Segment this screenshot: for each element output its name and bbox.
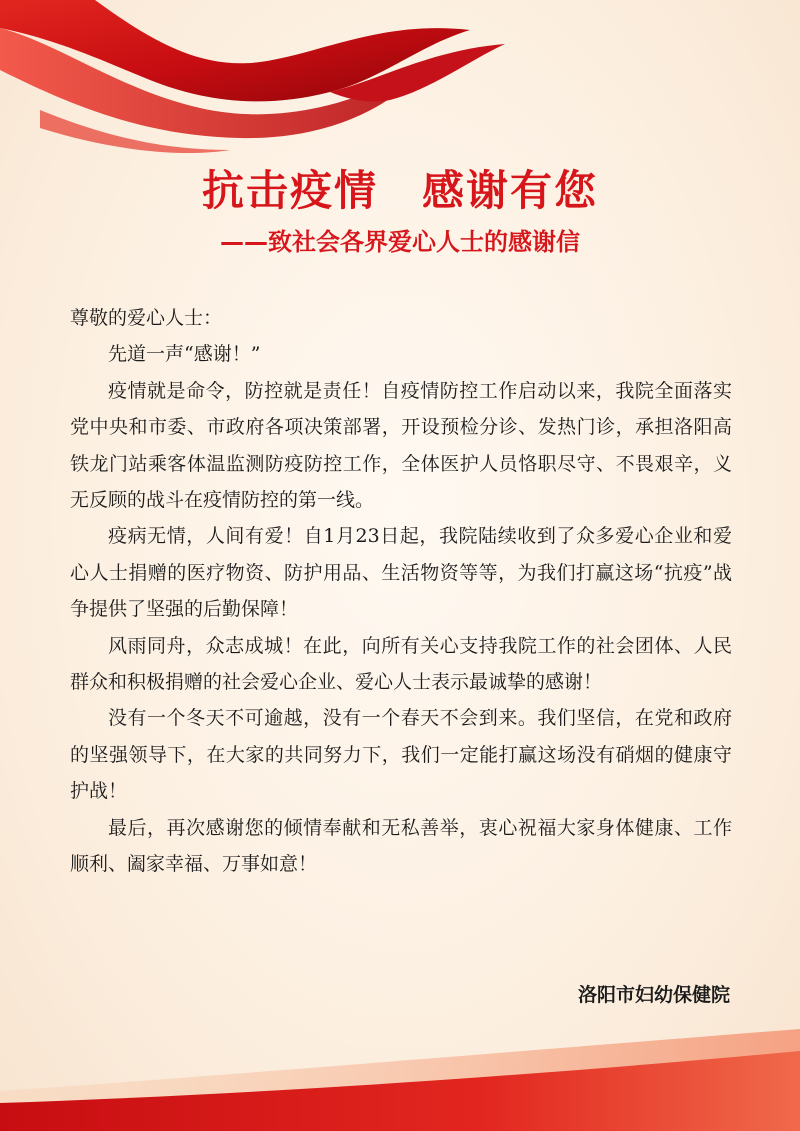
paragraph-confidence: 没有一个冬天不可逾越，没有一个春天不会到来。我们坚信，在党和政府的坚强领导下，在大家的共同努力下，我们一定能打赢这场没有硝烟的健康守护战！ xyxy=(70,707,732,803)
red-wave-decoration xyxy=(0,1021,800,1131)
letter-signature: 洛阳市妇幼保健院 xyxy=(577,984,730,1006)
letter-greeting: 尊敬的爱心人士： xyxy=(70,307,223,329)
paragraph-gratitude: 风雨同舟，众志成城！在此，向所有关心支持我院工作的社会团体、人民群众和积极捐赠的社会爱心企业、爱心人士表示最诚挚的感谢！ xyxy=(70,634,732,694)
letter-title: 抗击疫情 感谢有您 xyxy=(201,166,598,215)
red-ribbon-decoration xyxy=(0,0,520,160)
paragraph-epidemic-response: 疫情就是命令，防控就是责任！自疫情防控工作启动以来，我院全面落实党中央和市委、市政府各项决策部署，开设预检分诊、发热门诊，承担洛阳高铁龙门站乘客体温监测防疫防控工作，全体医护人员恪职尽守、不畏艰辛，义无反顾的战斗在疫情防控的第一线。 xyxy=(70,379,732,512)
letter-subtitle: ——致社会各界爱心人士的感谢信 xyxy=(220,228,580,256)
paragraph-closing: 最后，再次感谢您的倾情奉献和无私善举，衷心祝福大家身体健康、工作顺利、阖家幸福、万事如意！ xyxy=(70,816,732,876)
letter-body xyxy=(70,300,732,883)
paragraph-opening: 先道一声“感谢！” xyxy=(108,343,261,366)
paragraph-donations: 疫病无情，人间有爱！自1月23日起，我院陆续收到了众多爱心企业和爱心人士捐赠的医疗物资、防护用品、生活物资等等，为我们打赢这场“抗疫”战争提供了坚强的后勤保障！ xyxy=(70,525,732,621)
